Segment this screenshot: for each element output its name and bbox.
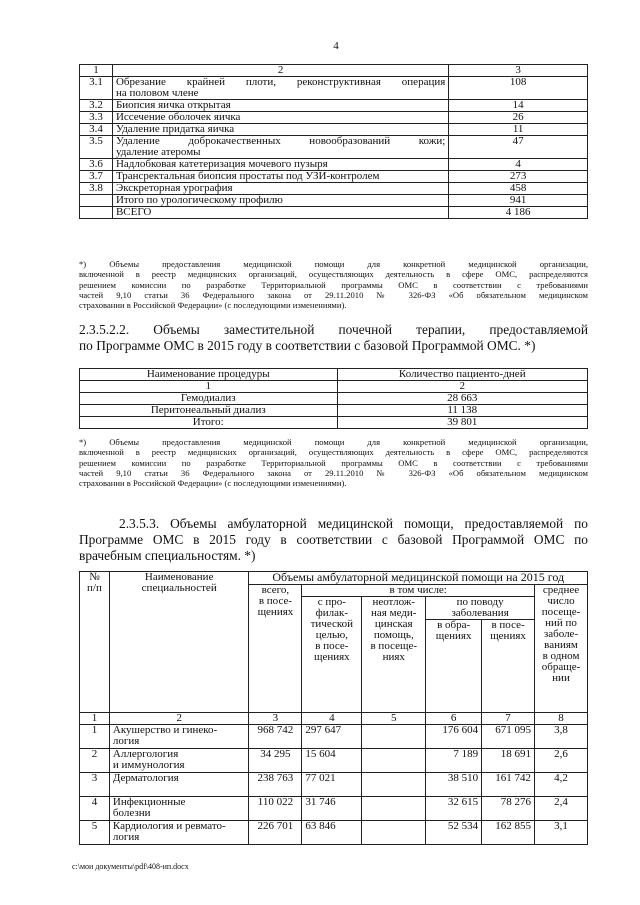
disease-visits-value: 162 855 (482, 821, 535, 845)
disease-visits-value: 78 276 (482, 797, 535, 821)
header-disease-group (426, 597, 535, 620)
footnote-line: включенной в реестр медицинских организаций, осуществляющих деятельность в сфере ОМС, распределяются (79, 447, 588, 458)
preventive-visits-value: 15 604 (302, 749, 362, 773)
section-heading-2-3-5-3 (79, 516, 588, 565)
column-number: 2 (337, 381, 587, 393)
preventive-visits-value: 63 846 (302, 821, 362, 845)
urgent-care-value (362, 749, 426, 773)
procedure-count: 26 (449, 112, 588, 124)
procedure-name (112, 207, 448, 219)
footnote-line: решением комиссии по разработке Территориальной программы ОМС в соответствии с требованиями (79, 279, 588, 290)
header-patient-days: Количество пациенто-дней (337, 369, 587, 381)
table-row (80, 725, 588, 749)
urgent-care-value (362, 797, 426, 821)
column-number: 5 (362, 713, 426, 725)
header-text-line: обраще- (541, 661, 581, 673)
preventive-visits-value: 297 647 (302, 725, 362, 749)
heading-line: 2.3.5.2.2. Объемы заместительной почечной терапии, предоставляемой (79, 322, 588, 337)
page-number: 4 (333, 40, 339, 52)
header-text-line: всего, (261, 584, 290, 596)
header-text-line: в одном (542, 650, 580, 662)
footnote-line: решением комиссии по разработке Территориальной программы ОМС в соответствии с требованиями (79, 457, 588, 468)
table-row (80, 183, 588, 195)
average-visits-value: 4,2 (535, 773, 588, 797)
header-text-line: нии (552, 672, 570, 684)
header-text-line: ная меди- (371, 607, 417, 619)
header-text-line: щениях (435, 630, 472, 642)
procedure-count: 4 (449, 159, 588, 171)
row-number: 3.1 (80, 77, 113, 100)
header-text-line: целью, (315, 629, 348, 641)
procedure-name: Перитонеальный диализ (80, 405, 338, 417)
row-number: 3.7 (80, 171, 113, 183)
column-number: 1 (80, 65, 113, 77)
row-number: 3.4 (80, 124, 113, 136)
table-row (80, 821, 588, 845)
urology-procedures-table (79, 64, 588, 219)
column-number: 1 (80, 381, 338, 393)
procedure-name: Гемодиализ (80, 393, 338, 405)
specialty-name-line: Акушерство и гинеко- (112, 724, 218, 736)
column-number: 1 (80, 713, 110, 725)
row-number: 3.8 (80, 183, 113, 195)
row-number: 2 (80, 749, 110, 773)
total-visits-value: 110 022 (249, 797, 302, 821)
table-row (80, 749, 588, 773)
header-text-line: ваниям (544, 639, 578, 651)
specialty-name-line: логия (112, 735, 140, 747)
disease-visits-value: 161 742 (482, 773, 535, 797)
disease-visits-value: 18 691 (482, 749, 535, 773)
procedure-name-line: Экскреторная урография (115, 182, 233, 194)
patient-days-value: 28 663 (337, 393, 587, 405)
footnote-line: страховании в Российской Федерации» (с последующими изменениями). (79, 478, 347, 489)
specialty-name-line: Аллергология (112, 748, 179, 760)
column-number: 6 (426, 713, 482, 725)
row-number: 3.3 (80, 112, 113, 124)
procedure-name (112, 159, 448, 171)
header-appeals (426, 620, 482, 713)
procedure-name-line: Удаление доброкачественных новообразований кожи; (115, 135, 446, 147)
dialysis-table (79, 368, 588, 429)
header-text-line: ний по (545, 617, 577, 629)
preventive-visits-value: 77 021 (302, 773, 362, 797)
header-text-line: заболевания (451, 607, 509, 619)
header-text-line: щениях (490, 630, 526, 642)
procedure-name-line: Обрезание крайней плоти, реконструктивная операция (115, 76, 446, 88)
header-volume-group: Объемы амбулаторной медицинской помощи на 2015 год (249, 572, 588, 585)
section-heading-2-3-5-2-2 (79, 322, 588, 354)
header-text-line: филак- (315, 607, 349, 619)
header-text-line: специальностей (141, 582, 217, 594)
table-row (80, 195, 588, 207)
procedure-name (112, 136, 448, 159)
row-number: 3.5 (80, 136, 113, 159)
header-including: в том числе: (302, 585, 535, 597)
procedure-name (112, 112, 448, 124)
table-row (80, 136, 588, 159)
row-number: 4 (80, 797, 110, 821)
header-text-line: п/п (87, 582, 102, 594)
header-text-line: неотлож- (372, 596, 416, 608)
header-text-line: посеще- (541, 606, 581, 618)
header-text-line: № (89, 571, 100, 583)
header-text-line: Наименование (144, 571, 214, 583)
disease-appeals-value: 32 615 (426, 797, 482, 821)
ambulatory-care-table (79, 571, 588, 845)
header-text-line: щениях (314, 651, 350, 663)
procedure-name-line: на половом члене (115, 87, 199, 99)
column-number: 2 (109, 713, 249, 725)
procedure-name (112, 171, 448, 183)
table-row (80, 393, 588, 405)
disease-appeals-value: 52 534 (426, 821, 482, 845)
header-preventive-visits (302, 597, 362, 713)
urgent-care-value (362, 773, 426, 797)
procedure-count: 273 (449, 171, 588, 183)
footnote-line: частей 9,10 статьи 36 Федерального закона от 29.11.2010 № 326-ФЗ «Об обязательном медицинском (79, 467, 588, 478)
header-text-line: в посеще- (370, 640, 418, 652)
procedure-name-line: Надлобковая катетеризация мочевого пузыря (115, 158, 328, 170)
heading-line: по Программе ОМС в 2015 году в соответствии с базовой Программой ОМС. *) (79, 338, 536, 354)
specialty-name (109, 773, 249, 797)
procedure-count: 941 (449, 195, 588, 207)
table-row (80, 159, 588, 171)
specialty-name-line: и иммунология (112, 759, 185, 771)
procedure-name: Итого: (80, 417, 338, 429)
header-text-line: помощь, (373, 629, 414, 641)
header-procedure-name: Наименование процедуры (80, 369, 338, 381)
header-row (80, 65, 588, 77)
header-specialty-name (109, 572, 249, 713)
procedure-count: 11 (449, 124, 588, 136)
row-number: 5 (80, 821, 110, 845)
specialty-name-line: Дерматология (112, 772, 179, 784)
average-visits-value: 3,8 (535, 725, 588, 749)
header-row-number (80, 572, 110, 713)
header-disease-visits (482, 620, 535, 713)
disease-visits-value: 671 095 (482, 725, 535, 749)
procedure-count: 14 (449, 100, 588, 112)
column-number: 2 (112, 65, 448, 77)
table-row (80, 171, 588, 183)
average-visits-value: 2,4 (535, 797, 588, 821)
header-text-line: в обра- (437, 619, 471, 631)
procedure-count: 108 (449, 77, 588, 100)
total-visits-value: 226 701 (249, 821, 302, 845)
procedure-name-line: Трансректальная биопсия простаты под УЗИ-контролем (115, 170, 380, 182)
heading-line: Программе ОМС в 2015 году в соответствии с базовой Программой ОМС по (79, 532, 588, 548)
column-number-row (80, 713, 588, 725)
procedure-name (112, 124, 448, 136)
header-text-line: среднее (542, 584, 580, 596)
average-visits-value: 2,6 (535, 749, 588, 773)
table-row (80, 112, 588, 124)
urgent-care-value (362, 821, 426, 845)
procedure-name-line: ВСЕГО (115, 206, 152, 218)
table-row (80, 797, 588, 821)
header-text-line: заболе- (543, 628, 579, 640)
footnote-line: *) Объемы предоставления медицинской помощи для конкретной медицинской организации, (79, 259, 588, 269)
header-text-line: число (547, 595, 575, 607)
header-text-line: щениях (257, 606, 294, 618)
procedure-count: 47 (449, 136, 588, 159)
header-text-line: по поводу (456, 596, 504, 608)
row-number: 3.6 (80, 159, 113, 171)
header-urgent-care (362, 597, 426, 713)
procedure-name (112, 100, 448, 112)
header-text-line: ниях (382, 651, 405, 663)
header-text-line: цинская (374, 618, 413, 630)
procedure-count: 4 186 (449, 207, 588, 219)
procedure-name-line: Удаление придатка яичка (115, 123, 235, 135)
specialty-name (109, 725, 249, 749)
table-row (80, 405, 588, 417)
row-number: 3.2 (80, 100, 113, 112)
specialty-name (109, 749, 249, 773)
total-visits-value: 968 742 (249, 725, 302, 749)
header-total-visits (249, 585, 302, 713)
header-text-line: в посе- (315, 640, 349, 652)
column-number: 8 (535, 713, 588, 725)
average-visits-value: 3,1 (535, 821, 588, 845)
specialty-name-line: логия (112, 831, 140, 843)
column-number: 3 (449, 65, 588, 77)
header-text-line: в посе- (258, 595, 293, 607)
column-number: 4 (302, 713, 362, 725)
column-number: 3 (249, 713, 302, 725)
disease-appeals-value: 7 189 (426, 749, 482, 773)
specialty-name (109, 797, 249, 821)
row-number (80, 195, 113, 207)
table-row (80, 100, 588, 112)
table-row (80, 773, 588, 797)
total-visits-value: 238 763 (249, 773, 302, 797)
heading-line: 2.3.5.3. Объемы амбулаторной медицинской помощи, предоставляемой по (119, 516, 588, 531)
procedure-name (112, 183, 448, 195)
row-number: 1 (80, 725, 110, 749)
specialty-name-line: Кардиология и ревмато- (112, 820, 226, 832)
procedure-name-line: Иссечение оболочек яичка (115, 111, 241, 123)
heading-line: врачебным специальностям. *) (79, 548, 256, 564)
table-row (80, 77, 588, 100)
column-number: 7 (482, 713, 535, 725)
row-number (80, 207, 113, 219)
specialty-name-line: Инфекционные (112, 796, 186, 808)
specialty-name (109, 821, 249, 845)
procedure-name (112, 77, 448, 100)
patient-days-value: 39 801 (337, 417, 587, 429)
urgent-care-value (362, 725, 426, 749)
header-average-visits (535, 585, 588, 713)
total-visits-value: 34 295 (249, 749, 302, 773)
procedure-name-line: Итого по урологическому профилю (115, 194, 283, 206)
header-text-line: с про- (317, 596, 346, 608)
specialty-name-line: болезни (112, 807, 151, 819)
procedure-name-line: удаление атеромы (115, 146, 201, 158)
disease-appeals-value: 176 604 (426, 725, 482, 749)
patient-days-value: 11 138 (337, 405, 587, 417)
procedure-name (112, 195, 448, 207)
footnote-1 (79, 259, 588, 310)
procedure-count: 458 (449, 183, 588, 195)
footnote-line: *) Объемы предоставления медицинской помощи для конкретной медицинской организации, (79, 437, 588, 447)
disease-appeals-value: 38 510 (426, 773, 482, 797)
header-text-line: тической (310, 618, 354, 630)
footnote-line: частей 9,10 статьи 36 Федерального закона от 29.11.2010 № 326-ФЗ «Об обязательном медицинском (79, 289, 588, 300)
table-row (80, 207, 588, 219)
header-text-line: в посе- (491, 619, 525, 631)
footer-file-path: c:\мои документы\pdf\408-ип.docx (72, 862, 189, 871)
row-number: 3 (80, 773, 110, 797)
procedure-name-line: Биопсия яичка открытая (115, 99, 231, 111)
footnote-line: включенной в реестр медицинских организаций, осуществляющих деятельность в сфере ОМС, распределяются (79, 269, 588, 280)
preventive-visits-value: 31 746 (302, 797, 362, 821)
table-row (80, 124, 588, 136)
footnote-line: страховании в Российской Федерации» (с последующими изменениями). (79, 300, 347, 311)
table-row (80, 417, 588, 429)
footnote-2 (79, 437, 588, 488)
